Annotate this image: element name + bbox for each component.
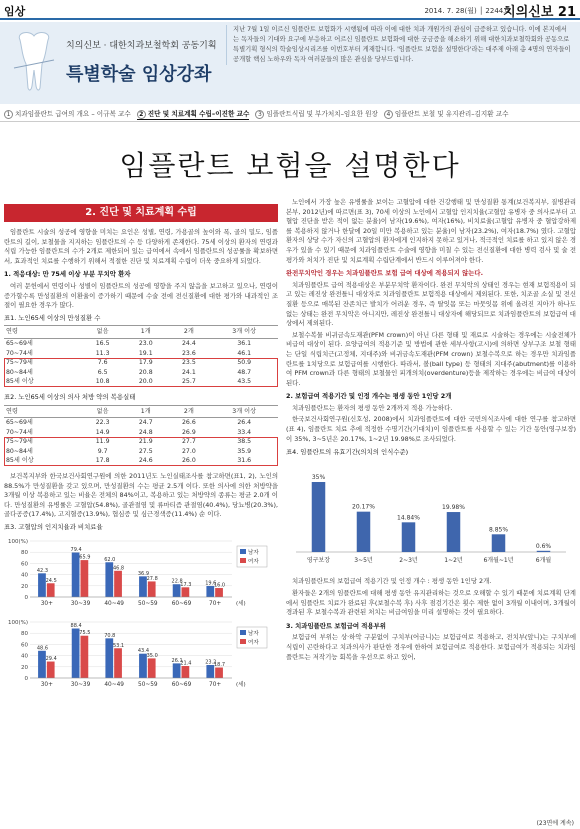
x-tick-label: 30+	[40, 682, 53, 689]
implant-lifespan-chart	[286, 460, 576, 570]
table-cell: 24.4	[182, 339, 196, 347]
paragraph: 임플란트 시술의 성공에 영향을 미치는 요인은 성별, 연령, 가용골의 높이와 폭, 골의 밀도, 임플란트의 길이, 보철물을 지지하는 임플란트의 수 등 다양하게 존재한다. 75세 이상의 환자의 연령과 식립 가능한 임플란트의 수가 2개로 제한되어 있는 급여에서 속에서 임플란트의 성공률을 확보하면서, 효과적인 치료를 수행하기 위해서 적절한 진단 및 치료계획 수립이 더욱 중요하게 되었다.	[4, 228, 278, 265]
bar	[215, 668, 223, 678]
x-tick-label: 70+	[209, 600, 222, 607]
y-tick-label: 20	[21, 665, 28, 672]
data-label: 26.1	[171, 658, 183, 665]
table-cell: 24.7	[138, 419, 153, 427]
table-cell: 10.8	[95, 378, 110, 386]
table-cell: 80~84세	[6, 368, 33, 376]
table-cell: 24.8	[138, 428, 153, 436]
table-row	[4, 428, 278, 438]
bar	[312, 482, 326, 552]
x-tick-label: 50~59	[138, 682, 158, 689]
bar	[492, 534, 506, 552]
y-tick-label: 0	[24, 594, 28, 601]
column-header: 없음	[81, 405, 124, 418]
table-cell: 20.0	[138, 378, 153, 386]
x-tick-label: 40~49	[104, 682, 124, 689]
table-cell: 26.4	[237, 419, 252, 427]
bar	[182, 666, 190, 678]
x-tick-label: 40~49	[104, 600, 124, 607]
x-tick-label: 50~59	[138, 600, 158, 607]
page-header	[0, 0, 580, 20]
y-tick-label: 20	[21, 583, 28, 590]
tooth-illustration-icon	[12, 30, 56, 92]
data-label: 48.6	[36, 645, 49, 652]
x-tick-label: 30~39	[70, 600, 91, 607]
table-cell: 24.6	[138, 457, 153, 465]
y-tick-label: 80	[21, 631, 28, 638]
table-cell: 35.9	[237, 447, 252, 455]
data-label: 53.1	[112, 642, 125, 649]
table-cell: 19.1	[138, 349, 153, 357]
paragraph: 노인에서 가장 높은 유병률을 보이는 고혈압에 대한 건강행태 및 만성질환 통계(보건복지부, 질병관리본부, 2012년)에 따르면(표 3), 70세 이상의 노인에서 고혈압 인지치율(고혈압 유병자 중 의사로부터 고혈압 진단을 받은 적이 없는 분율)이 남자(19.6%), 여자(16%), 비치료율(고혈압 유병자 중 혈압강하제를 복용하지 않거나 한달에 20일 미만 복용하고 있는 분율)이 남자(23.2%), 여자(18.7%) 였다. 고혈압환자의 상당 수가 자신의 고혈압의 환자에게 인지하지 못하고 있거나, 적극적인 치료를 하고 있지 않은 경우가 있을 수 있기 때문에 치과임플란트 수술에 영향을 미칠 수 있는 전신질환에 대한 병력 검사 및 술 전 평가와 처치가 진단 및 치료계획 수립단계에서 반드시 이루어져야 한다.	[286, 198, 576, 264]
data-label: 29.4	[45, 656, 57, 663]
x-tick-label: 2~3년	[399, 556, 418, 564]
x-tick-label: 30+	[40, 600, 53, 607]
bar	[81, 636, 89, 678]
paragraph: 치과임플란트 급여 적용대상은 부분무치악 환자이다. 완전 무치악의 상태인 경우는 현재 보험적용이 되고 있는 레진상 완전틀니 대상자로 치과임플란트 보험적용 대상에서 제외된다. 또한, 치조골 소실 및 전신질환 등으로 매복된 잔존치근 발치가 어려운 경우, 즉 탈잇몸 또는 마뭇잇몸 위에 올려진 지아가 하나도 없는 상태는 완전 무치악은 아니지만, 레진상 완전틀니 대상자에 해당되므로 치과임플란트의 보험급여 대상에서 제외된다.	[286, 280, 576, 328]
series-item-number: 1	[4, 110, 13, 119]
table-row	[4, 447, 278, 457]
y-tick-label: 0	[24, 676, 28, 683]
x-tick-label: 60~69	[171, 600, 192, 607]
paragraph: 치과임플란트의 보험급여 적용기간 및 인정 개수 : 평생 동안 1인당 2개.	[292, 577, 492, 586]
table-cell: 14.9	[95, 428, 110, 436]
y-tick-label: 100(%)	[7, 538, 28, 545]
legend-label: 남자	[248, 549, 259, 556]
data-label: 62.0	[104, 556, 116, 563]
legend-swatch	[240, 630, 246, 635]
table-caption: 표1. 노인65세 이상의 만성질환 수	[4, 313, 101, 322]
data-label: 75.5	[79, 630, 91, 637]
data-label: 14.84%	[397, 514, 420, 522]
bar	[357, 512, 371, 552]
data-label: 20.17%	[352, 503, 375, 511]
data-label: 19.6	[205, 580, 217, 587]
right-column	[286, 198, 576, 664]
data-label: 16.0	[213, 582, 226, 589]
table-cell: 7.6	[97, 359, 108, 367]
series-subtitle: 치의신보 · 대한치과보철학회 공동기획	[66, 41, 217, 51]
series-item-2[interactable]	[137, 108, 250, 120]
table-cell: 23.0	[138, 339, 153, 347]
table-cell: 65~69세	[6, 339, 33, 347]
table-cell: 80~84세	[6, 447, 33, 455]
table-cell: 27.0	[182, 447, 196, 455]
table-row	[4, 418, 278, 428]
bar	[114, 570, 122, 596]
paragraph: 환자들은 2개의 임플란트에 대해 평생 동안 유지관리하는 것으로 오해할 수 있기 때문에 치료계획 단계에서 임플란트 치료가 완료된 후(보철수복 후) 사후 점검기간은 횟수 제한 없이 3개월 이내이며, 3개월이 경과된 후 보철수복과 관련된 처치는 비급여임을 미리 설명하는 것이 필요하다.	[286, 589, 576, 617]
table-cell: 26.9	[182, 428, 196, 436]
table-cell: 24.1	[182, 368, 196, 376]
data-label: 36.9	[137, 570, 150, 577]
series-item-label: 임플란트 보철 및 유지관리–김지환 교수	[394, 110, 509, 118]
x-tick-label: 1~2년	[444, 556, 463, 564]
legend-label: 여자	[248, 558, 259, 565]
subheading: 3. 치과임플란트 보험급여 적용부위	[286, 621, 386, 630]
series-item-number: 4	[384, 110, 393, 119]
data-label: 8.85%	[488, 526, 509, 534]
bar	[47, 583, 55, 597]
legend-label: 남자	[248, 631, 259, 638]
chart-caption: 표4. 임플란트의 유효기간(의치의 인식수준)	[286, 448, 409, 457]
table-cell: 33.4	[237, 428, 252, 436]
paragraph: 보험급여 부위는 상·하악 구분없이 구치부(어금니)는 보험급여로 적용하고, 전치부(앞니)는 구치부에 식립이 곤란하다고 치과의사가 판단한 경우에 한하여 보험급여로 적용한다. 보험급여가 적용되는 치과임플란트는 저작기능 회복을 우선으로 하고 있어,	[286, 633, 576, 661]
data-label: 79.4	[70, 546, 82, 553]
table-cell: 75~79세	[6, 438, 33, 446]
medication-table	[4, 405, 278, 467]
y-tick-label: 100(%)	[7, 620, 28, 627]
bar	[47, 662, 55, 678]
bar	[148, 659, 156, 679]
series-intro: 지난 7월 1일 이르신 임플란트 보험화가 시행됨에 따라 이에 대한 치과 개원가의 관심이 급증하고 있습니다. 이에 본지에서는 독자들의 기대와 요구에 부응하고 어르신 임플란트 보험화에 대한 궁금증을 해소하기 위해 대한치과보철학회와 공동으로 특별기획 형식의 학술임상시리즈를 이번호부터 게재합니다. '임플란트 보험을 설명한다'라는 대주제 아래 총 4명의 연자들이 공개할 핵심 노하우와 독자 여러분들의 많은 관심을 당부드립니다.	[226, 25, 572, 65]
table-row	[4, 377, 278, 387]
x-tick-label: 영구보장	[306, 556, 331, 564]
brand-and-page	[503, 1, 576, 20]
hypertension-untreated-chart	[4, 616, 278, 694]
column-header: 연령	[4, 326, 81, 339]
page-number: 21	[557, 5, 576, 20]
table-row	[4, 358, 278, 368]
column-header: 1개	[124, 326, 167, 339]
table-row	[4, 368, 278, 378]
column-header: 1개	[124, 405, 167, 418]
column-header: 연령	[4, 405, 81, 418]
table-cell: 70~74세	[6, 428, 33, 436]
table-cell: 46.1	[237, 349, 252, 357]
subheading: 완전무치악인 경우는 치과임플란트 보험 급여 대상에 적용되지 않는다.	[286, 269, 484, 278]
date: 2014. 7. 28(월)	[424, 7, 477, 15]
table-cell: 22.3	[95, 419, 110, 427]
x-tick-label: 30~39	[70, 682, 91, 689]
y-tick-label: 60	[21, 642, 28, 649]
column-header: 2개	[167, 405, 210, 418]
brand-name: 치의신보	[503, 5, 554, 20]
x-unit-label: (세)	[236, 600, 246, 607]
bar	[182, 587, 190, 597]
table-cell: 75~79세	[6, 359, 33, 367]
series-title: 특별학술 임상강좌	[66, 64, 212, 85]
data-label: 0.6%	[535, 542, 552, 550]
series-item-label: 치과임플란트 급여의 개요 – 이규복 교수	[15, 110, 131, 118]
left-column	[4, 204, 278, 698]
table-cell: 11.9	[95, 438, 110, 446]
table-cell: 11.3	[95, 349, 110, 357]
series-item-1[interactable]	[4, 108, 131, 119]
legend-swatch	[240, 639, 246, 644]
data-label: 65.9	[79, 554, 91, 561]
issue-number: 2244호	[485, 7, 510, 15]
column-header: 3개 이상	[210, 405, 278, 418]
table-cell: 16.5	[95, 339, 110, 347]
x-unit-label: (세)	[236, 682, 246, 689]
main-headline: 임플란트 보험을 설명한다	[119, 149, 461, 182]
table-cell: 21.9	[138, 438, 153, 446]
section-title: 2. 진단 및 치료계획 수립	[4, 204, 278, 222]
bar	[447, 512, 461, 552]
series-item-label: 임플란트식립 및 부가처치–임요한 원장	[266, 110, 378, 118]
legend-label: 여자	[248, 640, 259, 647]
paragraph: 한국보건사회연구원(신호성, 2008)에서 치과임플란트에 대한 국민의식조사에 대한 연구를 참고하면(표 4), 임플란트 치료 추에 적정한 수명기간(기대치)이 임플란트를 사용할 수 있는 기간 동안(영구보장)이 35%, 3~5년은 20.17%, 1~2년 19.98%로 조사되었다.	[286, 415, 576, 443]
data-label: 19.98%	[442, 503, 465, 511]
subheading: 1. 적응대상: 만 75세 이상 부분 무치악 환자	[4, 270, 131, 279]
paragraph: 치과임플란트는 환자의 평생 동안 2개까지 적용 가능하다.	[292, 403, 453, 412]
bar	[402, 522, 416, 552]
data-label: 70.8	[104, 633, 116, 640]
table-cell: 38.5	[237, 438, 252, 446]
series-masthead	[0, 22, 580, 104]
column-header: 2개	[167, 326, 210, 339]
section-tag: 임상	[4, 5, 26, 18]
data-label: 23.2	[205, 659, 217, 666]
paragraph: 보건복지부와 한국보건사회연구원에 의한 2011년도 노인실태조사를 참고하면(표1, 2), 노인의 88.5%가 만성질환을 갖고 있으며, 만성질환의 수는 평균 2.5개 이다. 또한 의사에 의한 처방약을 3개월 이상 복용하고 있는 비율은 전체의 84%이고, 복용하고 있는 처방약의 종류는 평균 2.0개 이다. 만성질환의 유병률은 고혈압(54.8%), 골관절염 및 류마티즘 관절염(40.4%), 당뇨병(20.3%), 골다공증(17.4%), 고지혈증(13.9%), 협심증 및 심근경색증(11.4%) 순 이다.	[4, 472, 278, 519]
data-label: 35%	[311, 473, 326, 481]
legend-swatch	[240, 549, 246, 554]
x-tick-label: 3~5년	[354, 556, 373, 564]
series-item-label: 진단 및 치료계획 수립–이진한 교수	[147, 109, 250, 118]
bar	[81, 560, 89, 597]
data-label: 22.8	[171, 578, 183, 585]
legend	[237, 546, 267, 567]
table-row	[4, 456, 278, 466]
x-tick-label: 6개월	[535, 556, 552, 564]
data-label: 21.4	[180, 660, 192, 667]
table-row	[4, 437, 278, 447]
y-tick-label: 60	[21, 561, 28, 568]
bar	[537, 551, 551, 552]
table-cell: 31.6	[237, 457, 252, 465]
legend	[237, 627, 267, 648]
subheading: 2. 보험급여 적용기간 및 인정 개수는 평생 동안 1인당 2개	[286, 392, 452, 401]
table-cell: 50.9	[237, 359, 252, 367]
table-cell: 23.6	[182, 349, 196, 357]
paragraph: 보철수복물 비귀금속도재관(PFM crown)이 아닌 다른 형태 및 재료로 시술하는 경우에는 시술전체가 비급여 대상이 된다. 요양급여의 적용기준 및 방법에 관한 세부사항(고시)에 의하면 상부구조 보철 형태는 단일 식립치근(고정체, 지대주)와 비귀금속도재관(PFM crown) 보철수복으로 하는 경우만 치과임플란트를 1치당으로 보험급여를 시행한다. 따라서, 볼(ball type) 등 형태의 지대주(abutment)를 이용하여 PFM crown과 다른 형태의 보철물인 피개의치(overdenture)등을 제작하는 경우에는 비급여 대상이 된다.	[286, 330, 576, 387]
table-cell: 26.6	[182, 419, 196, 427]
table-cell: 17.8	[95, 457, 110, 465]
chronic-disease-table	[4, 325, 278, 387]
series-item-3[interactable]	[255, 108, 378, 119]
table-cell: 20.8	[138, 368, 153, 376]
data-label: 43.4	[137, 648, 150, 655]
table-cell: 17.9	[138, 359, 153, 367]
x-tick-label: 70+	[209, 682, 222, 689]
table-cell: 27.7	[182, 438, 196, 446]
table-cell: 70~74세	[6, 349, 33, 357]
table-cell: 65~69세	[6, 419, 33, 427]
dateline: 2014. 7. 28(월) │ 2244호	[424, 7, 510, 15]
table-cell: 85세 이상	[6, 457, 34, 465]
data-label: 27.8	[146, 575, 158, 582]
paragraph: 여러 문헌에서 연령이나 성별이 임플란트의 성공에 영향을 주지 않음을 보고하고 있으나, 연령이 증가할수록 만성질환의 이환율이 증가하기 때문에 수술 전에 전신질환에 대한 평가와 내과적인 조절이 필요한 경우가 많다.	[4, 281, 278, 310]
table-cell: 6.5	[97, 368, 108, 376]
y-tick-label: 80	[21, 549, 28, 556]
table-cell: 27.5	[138, 447, 153, 455]
continued-note: (23면에 계속)	[536, 820, 574, 827]
data-label: 18.7	[213, 662, 226, 669]
table-cell: 25.7	[182, 378, 196, 386]
hypertension-awareness-chart	[4, 535, 278, 613]
table-cell: 36.1	[237, 339, 252, 347]
series-item-4[interactable]	[384, 108, 509, 119]
table-cell: 26.0	[182, 457, 196, 465]
column-header: 없음	[81, 326, 124, 339]
table-caption: 표2. 노인65세 이상의 의사 처방 약의 복용실태	[4, 392, 136, 401]
bar	[215, 588, 223, 597]
legend-swatch	[240, 558, 246, 563]
column-header: 3개 이상	[210, 326, 278, 339]
bar	[38, 651, 46, 678]
bar	[148, 581, 156, 597]
table-row	[4, 338, 278, 348]
y-tick-label: 40	[21, 653, 28, 660]
table-row	[4, 349, 278, 359]
bar	[114, 648, 122, 678]
series-navigation	[0, 106, 580, 122]
y-tick-label: 40	[21, 572, 28, 579]
data-label: 46.8	[112, 564, 125, 571]
x-tick-label: 60~69	[171, 682, 192, 689]
data-label: 17.3	[180, 581, 192, 588]
data-label: 88.4	[70, 623, 82, 630]
series-item-number: 2	[137, 110, 146, 119]
series-item-number: 3	[255, 110, 264, 119]
table-cell: 43.5	[237, 378, 252, 386]
x-tick-label: 6개월~1년	[483, 556, 514, 564]
table-cell: 85세 이상	[6, 378, 34, 386]
chart-caption: 표3. 고혈압의 인지치율과 비치료율	[4, 523, 103, 532]
table-cell: 23.5	[182, 359, 196, 367]
data-label: 24.5	[45, 577, 57, 584]
data-label: 42.3	[36, 567, 49, 574]
table-cell: 48.7	[237, 368, 252, 376]
table-cell: 9.7	[97, 447, 108, 455]
data-label: 35.0	[146, 653, 158, 660]
